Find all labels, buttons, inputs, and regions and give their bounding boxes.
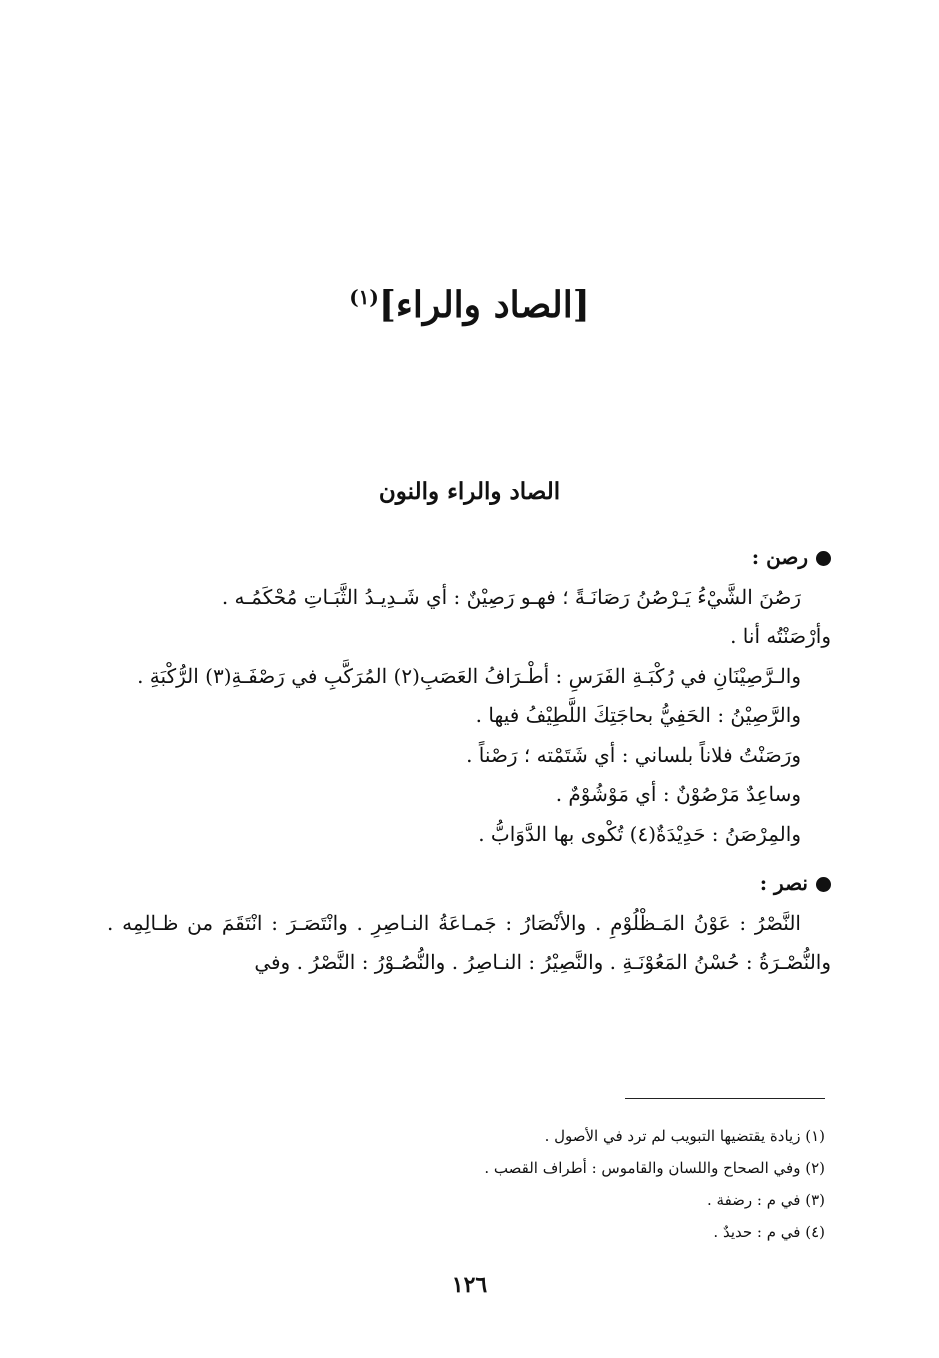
bullet-icon [816, 877, 831, 892]
footnote-2: (٢) وفي الصحاح واللسان والقاموس : أطراف القصب . [484, 1159, 825, 1177]
section-heading: الصاد والراء والنون [378, 478, 561, 505]
chapter-title-footnote-ref: (١) [349, 285, 379, 309]
entry-line: والـرَّصِيْنَانِ في رُكْبَـةِ الفَرَسِ : أطْـرَافُ العَصَبِ(٢) المُرَكَّبِ في رَصْفَـةِ(٣) الرُّكْبَةِ . [137, 663, 801, 688]
footnote-1: (١) زيادة يقتضيها التبويب لم ترد في الأصول . [544, 1127, 825, 1145]
entry-heading-rsn [107, 538, 831, 578]
footnote-3: (٣) في م : رضفة . [706, 1191, 825, 1209]
chapter-title-text: [الصاد والراء] [378, 284, 590, 326]
entry-line: والمِرْصَنُ : حَدِيْدَةٌ(٤) تُكْوى بها الدَّوَابُّ . [478, 821, 801, 846]
entry-line: ورَصَنْتُ فلاناً بلساني : أي شَتَمْته ؛ رَصْناً . [466, 742, 801, 767]
entry-line: والرَّصِيْنُ : الحَفِيُّ بحاجَتِكَ اللَّطِيْفُ فيها . [475, 703, 801, 727]
entry-line: رَصُنَ الشَّيْءُ يَـرْصُنُ رَصَانَـةً ؛ فهـو رَصِيْنٌ : أي شَـدِيـدُ الثَّبَـاتِ مُحْكَمُـه . [221, 584, 801, 609]
body-text [107, 538, 831, 983]
footnote-divider [625, 1098, 825, 1099]
entry-heading-nsr [107, 864, 831, 904]
entry-line: وأرْصَنْتُه أنا . [730, 624, 831, 648]
chapter-title [0, 262, 939, 340]
entry-line: وساعِدٌ مَرْصُوْنٌ : أي مَوْشُوْمٌ . [555, 782, 801, 806]
entry-heading-label: رصن : [751, 545, 808, 569]
footnotes [125, 1120, 825, 1248]
entry-line: النَّصْرُ : عَوْنُ المَـظْلُوْمِ . والأنْصَارُ : جَمـاعَةُ النـاصِرِ . وانْتَصَـرَ : انْتَقَمَ من ظـالِمِه . والنُّصْـرَةُ : حُسْنُ المَعُوْنَـةِ . والنَّصِيْرُ : النـاصِرُ . والنُّصُـوْرُ : النَّصْرُ . وفي [107, 910, 831, 974]
footnote-4: (٤) في م : حديدٌ . [713, 1223, 825, 1241]
page-number: ١٢٦ [451, 1272, 488, 1298]
bullet-icon [816, 551, 831, 566]
entry-heading-label: نصر : [759, 871, 808, 895]
